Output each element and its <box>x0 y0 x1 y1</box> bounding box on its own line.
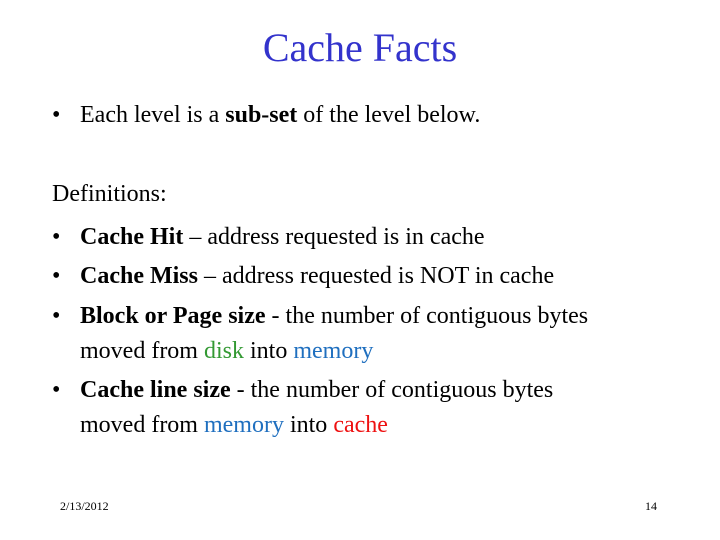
slide-title: Cache Facts <box>262 25 458 70</box>
bullet-text <box>80 100 480 130</box>
text-fragment: moved from <box>80 338 204 364</box>
text-fragment: moved from <box>80 412 204 438</box>
disk-word: disk <box>203 338 244 364</box>
text-fragment: - the number of contiguous bytes <box>265 303 589 329</box>
bullet-marker: • <box>52 377 61 403</box>
cache-word: cache <box>333 412 388 438</box>
bullet-block-size-continuation <box>80 336 373 366</box>
text-fragment: – address requested is NOT in cache <box>197 263 555 289</box>
bold-term: Cache Hit <box>80 224 184 250</box>
slide-number: 14 <box>645 499 657 513</box>
bullet-cache-line-size-continuation <box>80 410 388 440</box>
footer-date: 2/13/2012 <box>60 499 109 513</box>
bullet-marker: • <box>52 224 61 250</box>
bullet-marker: • <box>52 263 61 289</box>
text-fragment: of the level below. <box>297 102 481 128</box>
bold-term: Cache line size <box>80 377 231 403</box>
text-fragment: into <box>244 338 294 364</box>
bullet-text <box>80 261 554 291</box>
memory-word: memory <box>203 412 284 438</box>
text-fragment: into <box>283 412 334 438</box>
bullet-text <box>80 222 485 252</box>
text-fragment: Each level is a <box>80 102 226 128</box>
bullet-text <box>80 375 553 405</box>
definitions-label: Definitions: <box>52 181 167 207</box>
bullet-marker: • <box>52 303 61 329</box>
bullet-text <box>80 301 588 331</box>
bullet-marker: • <box>52 102 61 128</box>
text-fragment: – address requested is in cache <box>183 224 485 250</box>
bold-term: Cache Miss <box>80 263 198 289</box>
text-fragment: - the number of contiguous bytes <box>230 377 554 403</box>
bold-term: Block or Page size <box>80 303 266 329</box>
memory-word: memory <box>293 338 374 364</box>
bold-term: sub-set <box>225 102 298 128</box>
